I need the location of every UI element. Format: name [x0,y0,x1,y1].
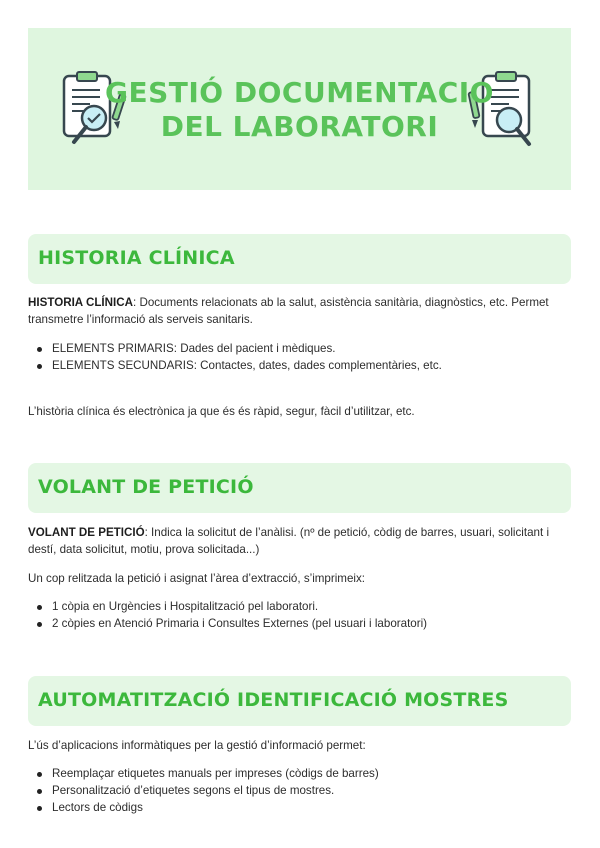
section-heading-volant-peticio [28,463,571,513]
list-item: Personalització d’etiquetes segons el tipus de mostres. [28,782,573,799]
section-heading-text: HISTORIA CLÍNICA [38,247,235,269]
volant-paragraph: Un cop relitzada la petició i asignat l’àrea d’extracció, s’imprimeix: [28,572,366,585]
automatitzacio-bullets [28,765,573,816]
section-heading-text: AUTOMATITZACIÓ IDENTIFICACIÓ MOSTRES [38,689,509,711]
historia-intro [28,294,573,328]
section-heading-historia-clinica [28,234,571,284]
list-item: ELEMENTS SECUNDARIS: Contactes, dates, dades complementàries, etc. [28,357,573,374]
section-heading-text: VOLANT DE PETICIÓ [38,476,254,498]
volant-intro [28,524,573,558]
historia-bullets [28,340,573,374]
volant-intro-bold: VOLANT DE PETICIÓ [28,526,145,539]
title-line-1: GESTIÓ DOCUMENTACIO [105,76,494,109]
section-heading-automatitzacio [28,676,571,726]
volant-bullets [28,598,573,632]
list-item: 1 còpia en Urgències i Hospitalització pel laboratori. [28,598,573,615]
volant-intro-text: : Indica la solicitut de l’anàlisi. (nº de petició, còdig de barres, usuari, solicitant i destí, data solicitut, motiu, prova solicitada...) [28,526,550,556]
list-item: Reemplaçar etiquetes manuals per impreses (còdigs de barres) [28,765,573,782]
historia-intro-text: : Documents relacionats ab la salut, asistència sanitària, diagnòstics, etc. Permet transmetre l’informació als serveis sanitaris. [28,296,549,326]
list-item: 2 còpies en Atenció Primaria i Consultes Externes (pel usuari i laboratori) [28,615,573,632]
historia-intro-bold: HISTORIA CLÍNICA [28,296,133,309]
automatitzacio-paragraph: L’ús d’aplicacions informàtiques per la gestió d’informació permet: [28,739,366,752]
page-title [28,76,571,144]
list-item: Lectors de còdigs [28,799,573,816]
header-banner [28,28,571,190]
list-item: ELEMENTS PRIMARIS: Dades del pacient i mèdiques. [28,340,573,357]
historia-closing: L’història clínica és electrònica ja que és és ràpid, segur, fàcil d’utilitzar, etc. [28,405,415,418]
title-line-2: DEL LABORATORI [160,110,439,143]
